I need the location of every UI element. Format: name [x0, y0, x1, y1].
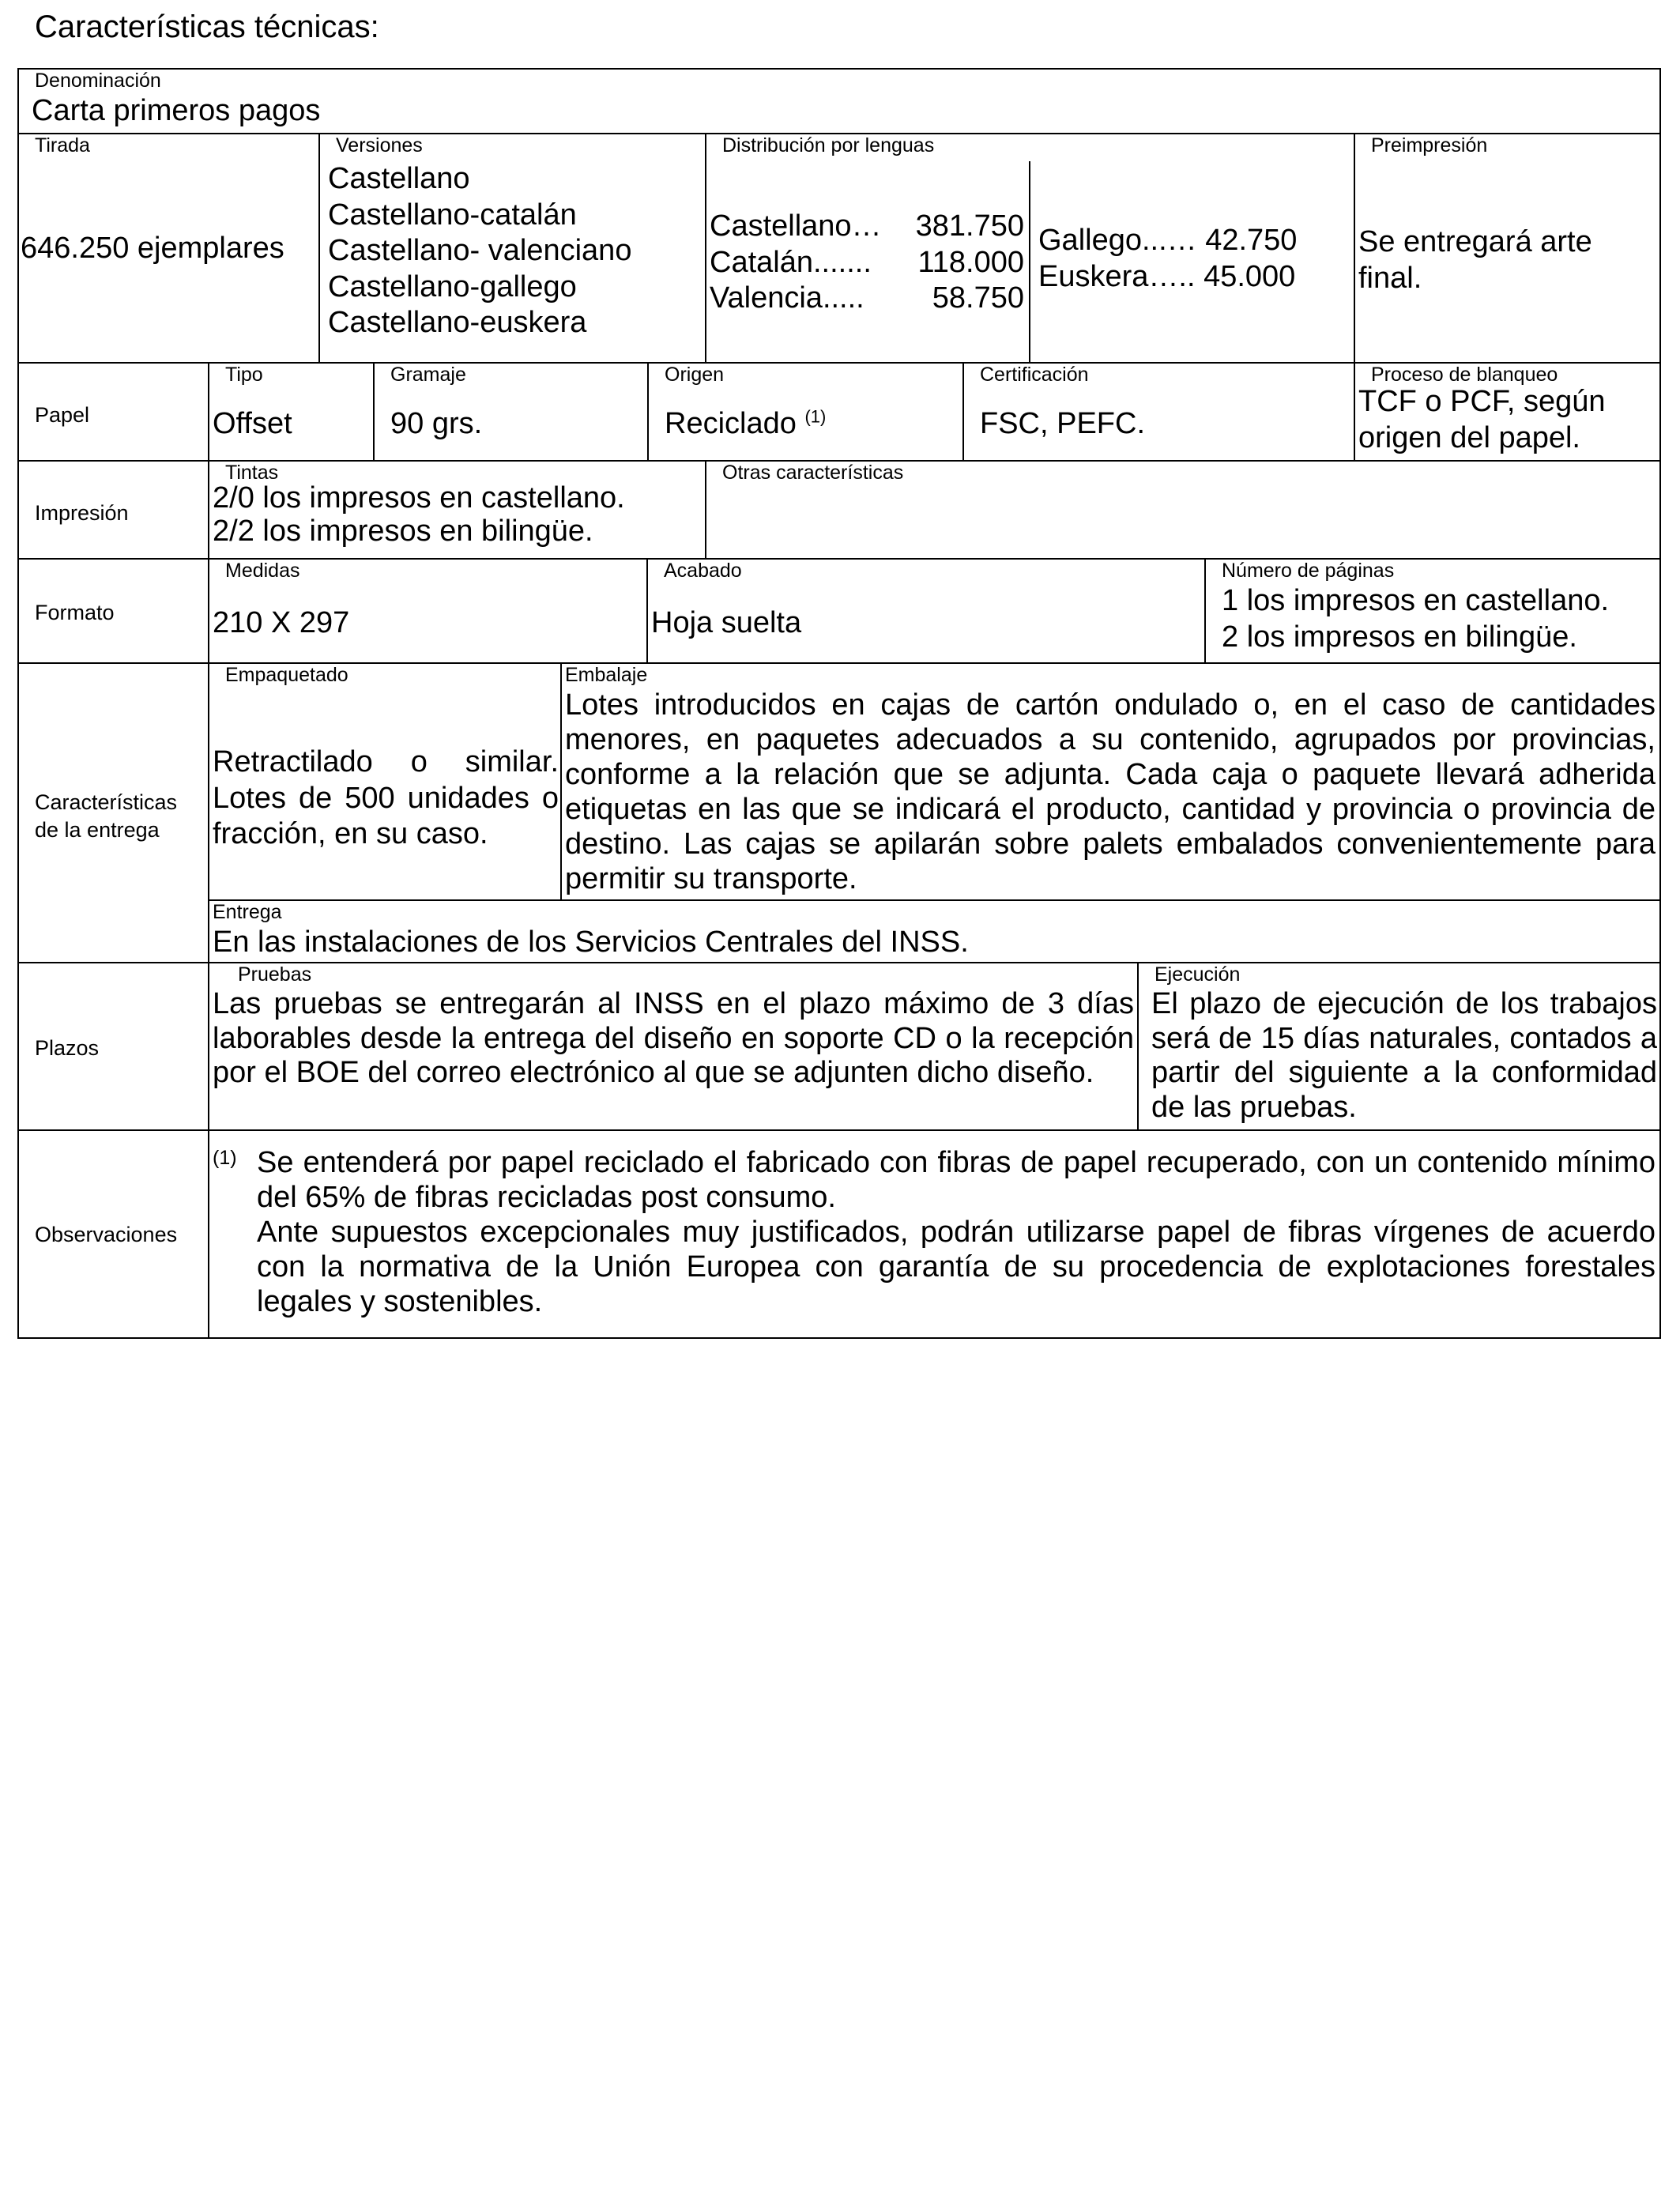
certificacion-value: FSC, PEFC. [980, 407, 1146, 440]
tipo-cell [208, 362, 375, 462]
blanqueo-cell [1354, 362, 1661, 462]
footnote-ref: (1) [804, 406, 827, 427]
versiones-label: Versiones [336, 134, 423, 156]
preimpresion-label: Preimpresión [1371, 134, 1488, 156]
certificacion-cell [962, 362, 1355, 462]
observaciones-text [257, 1145, 1656, 1319]
papel-row-label-cell [17, 362, 209, 462]
page-title: Características técnicas: [35, 9, 379, 44]
gramaje-label: Gramaje [390, 364, 466, 386]
formato-row-label-cell [17, 558, 209, 664]
entrega-row-label: Características de la entrega [35, 790, 178, 843]
versiones-list [328, 161, 631, 341]
lang-entry: Gallego...… 42.750 [1038, 224, 1298, 257]
version-item: Castellano-gallego [328, 270, 577, 303]
otras-caracteristicas-label: Otras características [722, 462, 904, 484]
impresion-row-label-cell [17, 460, 209, 560]
observaciones-row-label-cell [17, 1129, 209, 1339]
gramaje-cell [373, 362, 649, 462]
paginas-label: Número de páginas [1222, 560, 1395, 582]
empaquetado-label: Empaquetado [225, 664, 348, 686]
entrega-row-label-cell [17, 662, 209, 963]
pruebas-label: Pruebas [238, 963, 312, 986]
tintas-cell [208, 460, 706, 560]
footnote-marker: (1) [213, 1147, 237, 1169]
distribucion-col2 [1038, 223, 1297, 295]
paginas-value: 1 los impresos en castellano. 2 los impresos en bilingüe. [1222, 584, 1610, 654]
acabado-label: Acabado [664, 560, 742, 582]
ejecucion-cell [1137, 962, 1661, 1131]
empaquetado-value: Retractilado o similar. Lotes de 500 unidades o fracción, en su caso. [213, 745, 559, 851]
otras-caracteristicas-cell [705, 460, 1661, 560]
embalaje-label: Embalaje [565, 664, 648, 686]
acabado-value: Hoja suelta [651, 606, 802, 639]
medidas-cell [208, 558, 648, 664]
origen-value: Reciclado $^{(1)}$ [665, 406, 827, 440]
observaciones-cell [208, 1129, 1661, 1339]
distribucion-label: Distribución por lenguas [722, 134, 935, 156]
ejecucion-label: Ejecución [1155, 963, 1241, 986]
distribucion-col1 [710, 209, 1024, 317]
paginas-cell [1204, 558, 1661, 664]
tirada-label: Tirada [35, 134, 90, 156]
lang-name: Castellano… [710, 209, 882, 243]
preimpresion-cell [1354, 133, 1661, 364]
medidas-value: 210 X 297 [213, 606, 350, 639]
version-item: Castellano [328, 162, 470, 195]
empaquetado-cell [208, 662, 562, 901]
lang-name: Valencia..... [710, 281, 864, 315]
distribucion-cell [705, 133, 1355, 364]
origen-cell [647, 362, 964, 462]
embalaje-cell [560, 662, 1661, 901]
technical-specs-table [17, 68, 1661, 1340]
plazos-row-label-cell [17, 962, 209, 1131]
version-item: Castellano- valenciano [328, 234, 632, 268]
acabado-cell [646, 558, 1206, 664]
tirada-value: 646.250 ejemplares [21, 232, 284, 265]
blanqueo-label: Proceso de blanqueo [1371, 364, 1558, 386]
tintas-value: 2/0 los impresos en castellano. 2/2 los impresos en bilingüe. [213, 481, 625, 548]
entrega-label: Entrega [213, 901, 282, 923]
lang-entry: Euskera….. 45.000 [1038, 259, 1296, 293]
preimpresion-value: Se entregará arte final. [1358, 225, 1592, 295]
distribucion-divider [1029, 161, 1030, 364]
denominacion-cell [17, 68, 1661, 134]
tirada-cell [17, 133, 320, 364]
versiones-cell [318, 133, 706, 364]
plazos-row-label: Plazos [35, 1036, 100, 1060]
lang-name: Catalán....... [710, 245, 872, 279]
lang-count: 58.750 [932, 281, 1024, 315]
footnote-paragraph: Se entenderá por papel reciclado el fabricado con fibras de papel recuperado, con un contenido mínimo del 65% de fibras recicladas post consumo. [257, 1146, 1656, 1215]
denominacion-value: Carta primeros pagos [32, 94, 321, 127]
footnote-paragraph: Ante supuestos excepcionales muy justificados, podrán utilizarse papel de fibras vírgenes de acuerdo con la normativa de la Unión Europea con garantía de su procedencia de explotaciones forestales legales y sostenibles. [257, 1216, 1656, 1319]
blanqueo-value: TCF o PCF, según origen del papel. [1358, 385, 1606, 454]
origen-label: Origen [665, 364, 725, 386]
pruebas-value: Las pruebas se entregarán al INSS en el plazo máximo de 3 días laborables desde la entrega del diseño en soporte CD o la recepción por el BOE del correo electrónico al que se adjunten dicho diseño. [213, 987, 1134, 1090]
tipo-value: Offset [213, 407, 292, 440]
version-item: Castellano-catalán [328, 198, 577, 232]
formato-row-label: Formato [35, 601, 115, 624]
lang-count: 381.750 [915, 209, 1024, 243]
entrega-value: En las instalaciones de los Servicios Centrales del INSS. [213, 925, 969, 959]
medidas-label: Medidas [225, 560, 300, 582]
embalaje-value: Lotes introducidos en cajas de cartón ondulado o, en el caso de cantidades menores, en paquetes adecuados a su contenido, agrupados por provincias, conforme a la relación que se adjunta. Cada caja o paquete llevará adherida etiquetas en las que se indicará el producto, cantidad y provincia o provincia de destino. Las cajas se apilarán sobre palets embalados convenientemente para permitir su transporte. [565, 688, 1656, 896]
ejecucion-value: El plazo de ejecución de los trabajos será de 15 días naturales, contados a partir del siguiente a la conformidad de las pruebas. [1151, 987, 1657, 1125]
tipo-label: Tipo [225, 364, 263, 386]
pruebas-cell [208, 962, 1139, 1131]
observaciones-row-label: Observaciones [35, 1223, 178, 1246]
certificacion-label: Certificación [980, 364, 1089, 386]
denominacion-label: Denominación [35, 70, 161, 92]
gramaje-value: 90 grs. [390, 407, 483, 440]
entrega-cell [208, 899, 1661, 963]
tintas-label: Tintas [225, 462, 279, 484]
papel-row-label: Papel [35, 403, 90, 427]
lang-count: 118.000 [917, 245, 1024, 279]
version-item: Castellano-euskera [328, 306, 587, 340]
impresion-row-label: Impresión [35, 501, 129, 525]
